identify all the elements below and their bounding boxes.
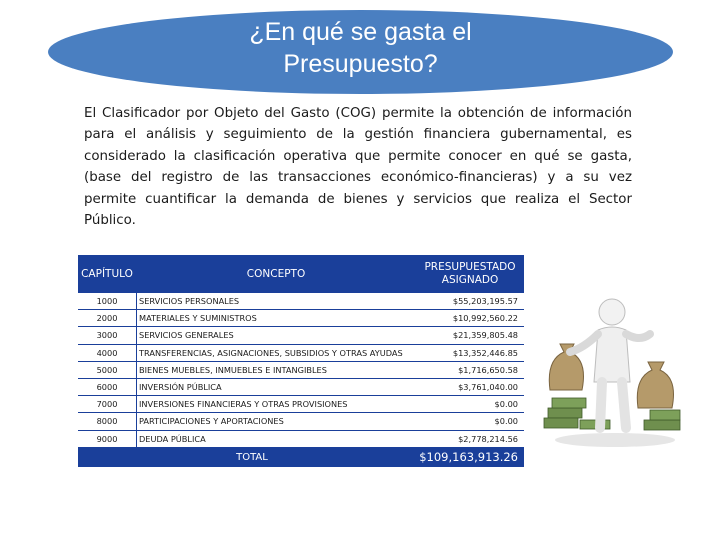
cell-capitulo: 8000: [96, 416, 118, 427]
table-row: [78, 293, 524, 310]
cell-concepto: SERVICIOS PERSONALES: [136, 293, 416, 309]
table-row: [78, 345, 524, 362]
table-row: [78, 413, 524, 430]
table-row: [78, 431, 524, 448]
cell-capitulo: 7000: [96, 399, 118, 410]
cell-capitulo: 3000: [96, 330, 118, 341]
table-body: [78, 292, 524, 448]
cell-monto: $13,352,446.85: [452, 347, 518, 358]
cell-monto: $0.00: [494, 416, 518, 427]
total-value: $109,163,913.26: [419, 450, 518, 465]
table-row: [78, 396, 524, 413]
cell-concepto: MATERIALES Y SUMINISTROS: [136, 310, 416, 326]
cell-capitulo: 4000: [96, 347, 118, 358]
header-capitulo: CAPÍTULO: [81, 267, 133, 280]
cell-concepto: TRANSFERENCIAS, ASIGNACIONES, SUBSIDIOS Y OTRAS AYUDAS: [136, 345, 416, 361]
cell-monto: $21,359,805.48: [452, 330, 518, 341]
cell-concepto: INVERSIONES FINANCIERAS Y OTRAS PROVISIONES: [136, 396, 416, 412]
cell-monto: $10,992,560.22: [452, 313, 518, 324]
total-label: TOTAL: [236, 451, 268, 463]
header-presupuestado: PRESUPUESTADO ASIGNADO: [424, 260, 516, 286]
cell-monto: $55,203,195.57: [452, 296, 518, 307]
total-row: [78, 448, 524, 467]
cell-capitulo: 2000: [96, 313, 118, 324]
table-row: [78, 327, 524, 344]
cell-capitulo: 6000: [96, 382, 118, 393]
cell-concepto: DEUDA PÚBLICA: [136, 431, 416, 447]
cell-concepto: PARTICIPACIONES Y APORTACIONES: [136, 413, 416, 429]
cell-concepto: INVERSIÓN PÚBLICA: [136, 379, 416, 395]
cell-monto: $1,716,650.58: [458, 364, 518, 375]
cell-monto: $3,761,040.00: [458, 382, 518, 393]
table-row: [78, 310, 524, 327]
cell-capitulo: 1000: [96, 296, 118, 307]
cell-concepto: SERVICIOS GENERALES: [136, 327, 416, 343]
cell-monto: $0.00: [494, 399, 518, 410]
budget-table: [78, 255, 524, 467]
cell-concepto: BIENES MUEBLES, INMUEBLES E INTANGIBLES: [136, 362, 416, 378]
table-row: [78, 379, 524, 396]
cell-monto: $2,778,214.56: [458, 433, 518, 444]
page-title: ¿En qué se gasta el Presupuesto?: [249, 18, 472, 78]
figure-with-money-bags-illustration: [540, 290, 690, 450]
cell-capitulo: 9000: [96, 433, 118, 444]
intro-paragraph: El Clasificador por Objeto del Gasto (COG) permite la obtención de información para el análisis y seguimiento de la gestión financiera gubernamental, es considerado la clasificación operativa que permite conocer en qué se gasta, (base del registro de las transacciones económico-financieras) y a su vez permite cuantificar la demanda de bienes y servicios que realiza el Sector Público.: [84, 106, 632, 229]
cell-capitulo: 5000: [96, 364, 118, 375]
table-header: [78, 255, 524, 292]
header-concepto: CONCEPTO: [246, 267, 306, 280]
title-banner: [48, 10, 673, 94]
table-row: [78, 362, 524, 379]
